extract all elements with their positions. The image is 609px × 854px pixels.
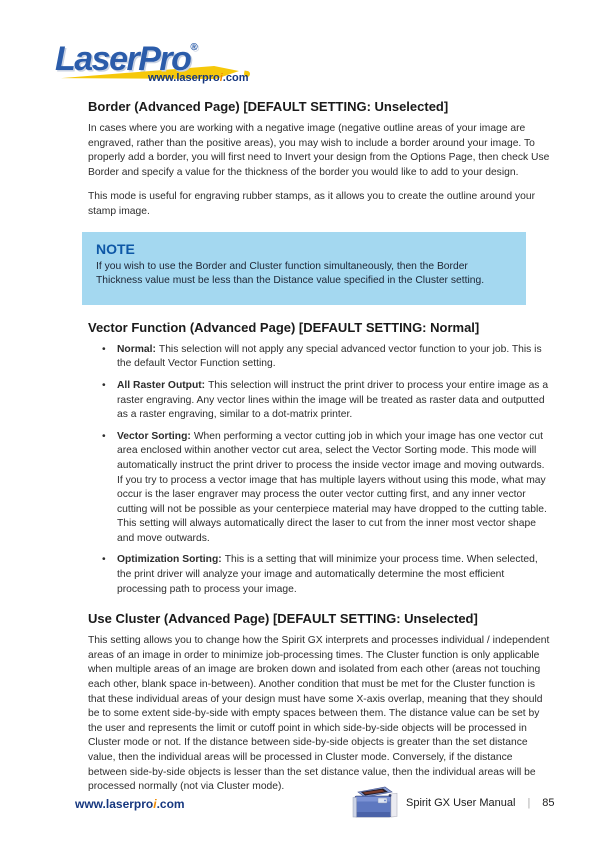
logo-website-prefix: www.laserpro [148, 72, 220, 84]
laser-engraver-machine-icon [350, 783, 398, 823]
list-item [102, 343, 550, 372]
bullet-marker: • [102, 554, 106, 566]
footer-manual-title: Spirit GX User Manual [406, 797, 516, 809]
use-cluster-paragraph: This setting allows you to change how the Spirit GX interprets and processes individual / independent areas of an image in order to minimize job-processing times. The Cluster function is only applicable when multiple areas of an image are broken down and isolated from each other (areas not touching each other, blank space in-between). Another condition that must be met for the Cluster function is that these individual areas of your design must have some X-axis overlap, meaning that they should be to some extent side-by-side with empty spaces between them. The distance value can be set by the user and represents the limit or cutoff point in which side-by-side objects will be processed in Cluster mode or not. If the distance between side-by-side objects is greater than the set distance value, then the individual areas will be processed in Cluster mode. Conversely, if the distance between side-by-side objects is lesser than the set distance value, then the individual areas will be processed normally (not via Cluster mode). [88, 635, 550, 793]
border-paragraph-2: This mode is useful for engraving rubber stamps, as it allows you to create the outline around your stamp image. [88, 191, 536, 217]
footer-website-link[interactable] [75, 797, 185, 811]
footer-divider: | [527, 797, 531, 809]
footer-website-suffix: .com [156, 797, 185, 811]
bullet-label: Optimization Sorting: [117, 554, 222, 566]
bullet-marker: • [102, 430, 106, 442]
bullet-label: All Raster Output: [117, 379, 206, 391]
bullet-text [117, 343, 550, 372]
bullet-body: This selection will not apply any special advanced vector function to your job. This is the default Vector Function setting. [117, 343, 542, 370]
border-paragraph-1: In cases where you are working with a negative image (negative outline areas of your image are engraved, rather than the positive areas), you may wish to include a border around your image. To properly add a border, you will first need to Invert your design from the Options Page, then check Use Border and specify a value for the thickness of the border you would like to add to your design. [88, 123, 550, 178]
laserpro-logo [55, 30, 255, 88]
bullet-marker: • [102, 343, 106, 355]
bullet-body: When performing a vector cutting job in which your image has one vector cut area enclosed within another vector cut area, select the Vector Sorting mode. This mode will automatically instruct the print driver to process the inside vector image and moving outwards. If you try to process a vector image that has multiple layers without using this mode, what may occur is the laser engraver may process the outer vector cutting first, and any inner vector cutting will not be possible as your centerpiece material may have dropped to the cutting table. This setting will always automatically direct the laser to cut from the inner most vector shape and move outwards. [117, 430, 547, 544]
laserpro-wordmark [55, 30, 255, 77]
footer-website-accent: i [153, 797, 157, 811]
bullet-text [117, 553, 550, 597]
list-item [102, 430, 550, 547]
footer-page-number: 85 [542, 797, 555, 809]
logo-website-text [148, 72, 248, 84]
footer-right-group [350, 783, 555, 823]
bullet-body: This is a setting that will minimize your process time. When selected, the print driver will analyze your image and automatically determine the most efficient processing path to process your image. [117, 554, 538, 595]
bullet-marker: • [102, 379, 106, 391]
vector-function-section-heading: Vector Function (Advanced Page) [DEFAULT SETTING: Normal] [88, 319, 480, 335]
footer-website-prefix: www.laserpro [75, 797, 154, 811]
list-item [102, 553, 550, 597]
logo-website-accent: i [219, 72, 223, 84]
registered-trademark-symbol: ® [190, 42, 198, 53]
use-cluster-section-heading: Use Cluster (Advanced Page) [DEFAULT SETTING: Unselected] [88, 611, 478, 627]
bullet-text [117, 379, 550, 423]
border-section-heading: Border (Advanced Page) [DEFAULT SETTING: Unselected] [88, 99, 449, 114]
note-body: If you wish to use the Border and Cluster function simultaneously, then the Border Thickness value must be less than the Distance value specified in the Cluster setting. [96, 260, 485, 287]
bullet-label: Vector Sorting: [117, 430, 191, 442]
vector-function-bullet-list [88, 343, 550, 598]
note-title: NOTE [96, 240, 135, 257]
bullet-label: Normal: [117, 343, 156, 355]
page-content [88, 98, 550, 805]
bullet-text [117, 430, 550, 547]
list-item [102, 379, 550, 423]
note-callout [82, 232, 526, 305]
bullet-body: This selection will instruct the print driver to process your entire image as a raster engraving. Any vector lines within the image will be treated as raster data and outputted as a raster engraving, similar to a dot-matrix printer. [117, 379, 549, 421]
brand-text: LaserPro [55, 40, 191, 78]
logo-website-suffix: .com [222, 72, 249, 84]
